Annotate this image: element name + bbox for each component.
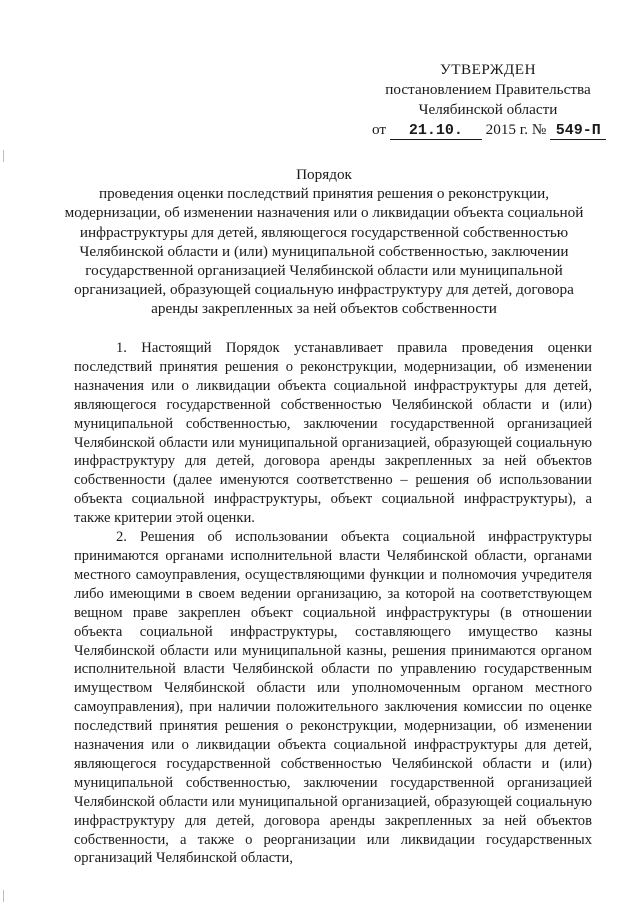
- approval-stamp: [372, 60, 604, 140]
- title-line: модернизации, об изменении назначения или о ликвидации объекта социальной: [64, 204, 584, 222]
- title-line: государственной организацией Челябинской области или муниципальной: [85, 262, 563, 280]
- approval-authority: постановлением Правительства: [385, 81, 591, 98]
- approval-dateline: [372, 120, 604, 140]
- document-body: [74, 339, 592, 868]
- title-heading: Порядок: [296, 166, 352, 183]
- title-line: аренды закрепленных за ней объектов собственности: [151, 300, 497, 318]
- title-line: проведения оценки последствий принятия решения о реконструкции,: [98, 185, 550, 203]
- document-title: [60, 165, 588, 319]
- date-field: 21.10.: [390, 122, 482, 140]
- paragraph-1: 1. Настоящий Порядок устанавливает правила проведения оценки последствий принятия решения о реконструкции, модернизации, об изменении назначения или о ликвидации объекта социальной инфраструктуры для детей, являющегося государственной собственностью Челябинской области и (или) муниципальной собственностью, заключении государственной организацией Челябинской области или муниципальной организацией, образующей социальную инфраструктуру для детей, договора аренды закрепленных за ней объектов собственности (далее именуются соответственно – решения об использовании объекта социальной инфраструктуры, объект социальной инфраструктуры), а также критерии этой оценки.: [74, 340, 592, 527]
- approval-region: Челябинской области: [418, 101, 558, 118]
- scan-margin-mark: [3, 890, 4, 902]
- title-line: организацией, образующей социальную инфраструктуру для детей, договора: [74, 281, 574, 299]
- decree-number-field: 549-П: [550, 122, 606, 140]
- title-line: инфраструктуры для детей, являющегося государственной собственностью: [79, 223, 569, 241]
- paragraph-2: 2. Решения об использовании объекта социальной инфраструктуры принимаются органами исполнительной власти Челябинской области, органами местного самоуправления, осуществляющими функции и полномочия учредителя либо имеющими в своем ведении организацию, за которой на соответствующем вещном праве закреплен объект социальной инфраструктуры (в отношении объекта социальной инфраструктуры, составляющего имущество казны Челябинской области или муниципальной казны, решения принимаются органом исполнительной власти Челябинской области по управлению государственным имуществом Челябинской области или уполномоченным органом местного самоуправления), при наличии положительного заключения комиссии по оценке последствий принятия решения о реконструкции, модернизации, об изменении назначения или о ликвидации объекта социальной инфраструктуры для детей, являющегося государственной собственностью Челябинской области и (или) муниципальной собственностью, заключении государственной организацией Челябинской области или муниципальной организацией, образующей социальную инфраструктуру для детей, договора аренды закрепленных за ней объектов собственности, а также о реорганизации или ликвидации государственных организаций Челябинской области,: [74, 529, 592, 867]
- year-number-label: 2015 г. №: [485, 121, 547, 138]
- scan-margin-mark: [3, 150, 4, 162]
- date-prefix: от: [372, 121, 387, 138]
- title-line: Челябинской области и (или) муниципальной собственностью, заключении: [79, 242, 569, 260]
- approved-label: УТВЕРЖДЕН: [439, 61, 537, 78]
